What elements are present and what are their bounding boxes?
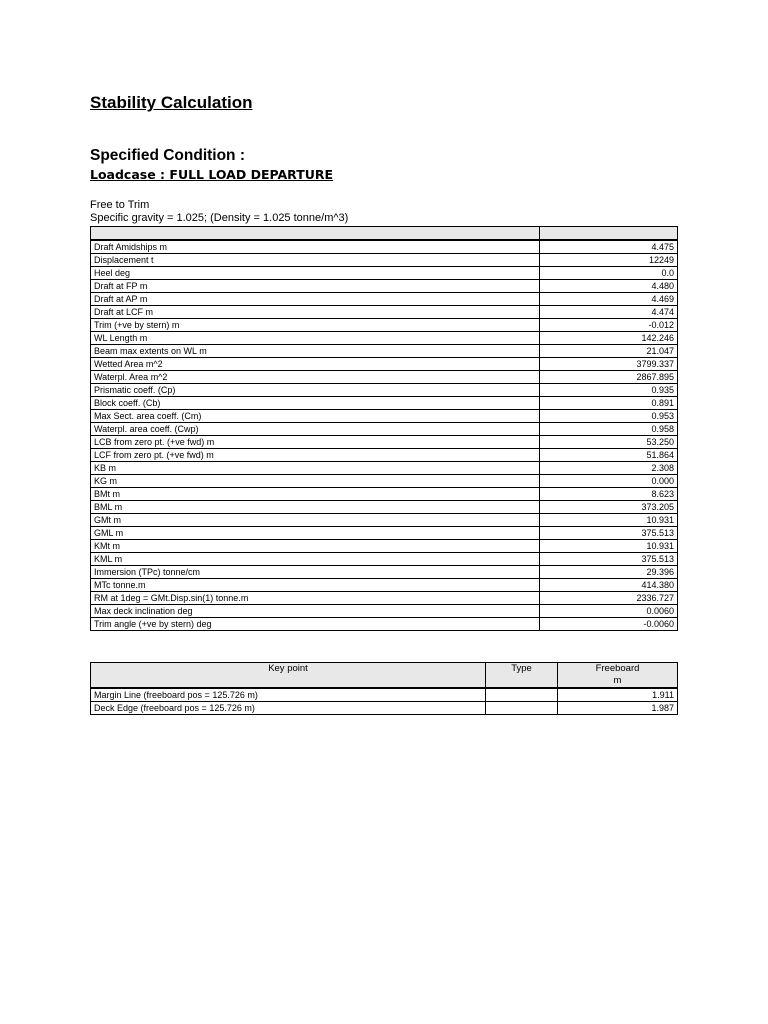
parameter-label: Prismatic coeff. (Cp)	[91, 384, 540, 397]
keypoint-header-name: Key point	[91, 663, 486, 689]
table-row	[91, 240, 678, 254]
table-row	[91, 702, 678, 715]
trim-note: Free to Trim	[90, 199, 150, 211]
parameter-value: 0.935	[540, 384, 678, 397]
parameter-label: BML m	[91, 501, 540, 514]
keypoint-name: Margin Line (freeboard pos = 125.726 m)	[91, 688, 486, 702]
freeboard-header-label: Freeboard	[595, 663, 640, 674]
parameter-value: 10.931	[540, 540, 678, 553]
keypoint-table	[90, 662, 678, 715]
parameter-value: 21.047	[540, 345, 678, 358]
hydrostatics-table	[90, 226, 678, 631]
parameter-label: Draft at AP m	[91, 293, 540, 306]
parameter-label: Draft at LCF m	[91, 306, 540, 319]
parameter-label: Waterpl. area coeff. (Cwp)	[91, 423, 540, 436]
parameter-value: 375.513	[540, 527, 678, 540]
parameter-value: -0.0060	[540, 618, 678, 631]
keypoint-type	[486, 702, 558, 715]
table-row	[91, 605, 678, 618]
table-row	[91, 579, 678, 592]
parameter-label: GML m	[91, 527, 540, 540]
parameter-label: Wetted Area m^2	[91, 358, 540, 371]
parameter-label: Draft at FP m	[91, 280, 540, 293]
parameter-label: GMt m	[91, 514, 540, 527]
parameter-value: 373.205	[540, 501, 678, 514]
table-row	[91, 267, 678, 280]
keypoint-header-freeboard	[558, 663, 678, 689]
table-row	[91, 254, 678, 267]
parameter-value: 0.0	[540, 267, 678, 280]
table-row	[91, 540, 678, 553]
table-row	[91, 293, 678, 306]
table-row	[91, 592, 678, 605]
parameter-label: LCB from zero pt. (+ve fwd) m	[91, 436, 540, 449]
table-row	[91, 688, 678, 702]
keypoint-name: Deck Edge (freeboard pos = 125.726 m)	[91, 702, 486, 715]
table-row	[91, 449, 678, 462]
parameter-label: Displacement t	[91, 254, 540, 267]
parameter-label: KMt m	[91, 540, 540, 553]
parameter-label: Waterpl. Area m^2	[91, 371, 540, 384]
parameter-label: KML m	[91, 553, 540, 566]
parameter-value: 8.623	[540, 488, 678, 501]
parameter-label: MTc tonne.m	[91, 579, 540, 592]
table-row	[91, 319, 678, 332]
table-row	[91, 358, 678, 371]
table-row	[91, 345, 678, 358]
parameter-value: 51.864	[540, 449, 678, 462]
parameter-value: 414.380	[540, 579, 678, 592]
parameter-value: 29.396	[540, 566, 678, 579]
table-row	[91, 397, 678, 410]
parameter-value: 2.308	[540, 462, 678, 475]
keypoint-header-type: Type	[486, 663, 558, 689]
table-row	[91, 553, 678, 566]
specific-gravity-note: Specific gravity = 1.025; (Density = 1.025 tonne/m^3)	[90, 212, 349, 224]
table-row	[91, 423, 678, 436]
hydrostatics-header-parameter	[91, 227, 540, 241]
table-row	[91, 436, 678, 449]
table-row	[91, 371, 678, 384]
hydrostatics-header-row	[91, 227, 678, 241]
keypoint-freeboard: 1.987	[558, 702, 678, 715]
parameter-label: Block coeff. (Cb)	[91, 397, 540, 410]
parameter-value: 0.0060	[540, 605, 678, 618]
parameter-value: 4.480	[540, 280, 678, 293]
parameter-label: Max Sect. area coeff. (Cm)	[91, 410, 540, 423]
table-row	[91, 384, 678, 397]
table-row	[91, 410, 678, 423]
table-row	[91, 488, 678, 501]
keypoint-header-row	[91, 663, 678, 689]
hydrostatics-header-value	[540, 227, 678, 241]
parameter-value: 4.469	[540, 293, 678, 306]
parameter-label: RM at 1deg = GMt.Disp.sin(1) tonne.m	[91, 592, 540, 605]
keypoint-type	[486, 688, 558, 702]
parameter-value: 4.475	[540, 240, 678, 254]
table-row	[91, 280, 678, 293]
parameter-label: Beam max extents on WL m	[91, 345, 540, 358]
table-row	[91, 332, 678, 345]
table-row	[91, 514, 678, 527]
parameter-value: 12249	[540, 254, 678, 267]
parameter-value: 2867.895	[540, 371, 678, 384]
parameter-value: 375.513	[540, 553, 678, 566]
keypoint-freeboard: 1.911	[558, 688, 678, 702]
table-row	[91, 618, 678, 631]
parameter-value: 10.931	[540, 514, 678, 527]
table-row	[91, 566, 678, 579]
parameter-label: LCF from zero pt. (+ve fwd) m	[91, 449, 540, 462]
parameter-label: Trim angle (+ve by stern) deg	[91, 618, 540, 631]
parameter-label: KG m	[91, 475, 540, 488]
parameter-value: 0.958	[540, 423, 678, 436]
parameter-value: 0.953	[540, 410, 678, 423]
parameter-label: Immersion (TPc) tonne/cm	[91, 566, 540, 579]
parameter-label: BMt m	[91, 488, 540, 501]
parameter-label: KB m	[91, 462, 540, 475]
parameter-value: 3799.337	[540, 358, 678, 371]
parameter-label: Draft Amidships m	[91, 240, 540, 254]
parameter-value: 0.891	[540, 397, 678, 410]
table-row	[91, 306, 678, 319]
parameter-value: 53.250	[540, 436, 678, 449]
table-row	[91, 527, 678, 540]
parameter-value: 2336.727	[540, 592, 678, 605]
page-title: Stability Calculation	[90, 93, 253, 112]
parameter-label: Max deck inclination deg	[91, 605, 540, 618]
parameter-label: Heel deg	[91, 267, 540, 280]
parameter-value: 0.000	[540, 475, 678, 488]
parameter-value: 142.246	[540, 332, 678, 345]
parameter-value: 4.474	[540, 306, 678, 319]
parameter-label: WL Length m	[91, 332, 540, 345]
freeboard-header-unit: m	[613, 675, 622, 686]
loadcase-label: Loadcase : FULL LOAD DEPARTURE	[90, 167, 334, 182]
parameter-value: -0.012	[540, 319, 678, 332]
condition-heading: Specified Condition :	[90, 147, 245, 164]
table-row	[91, 501, 678, 514]
table-row	[91, 475, 678, 488]
parameter-label: Trim (+ve by stern) m	[91, 319, 540, 332]
table-row	[91, 462, 678, 475]
